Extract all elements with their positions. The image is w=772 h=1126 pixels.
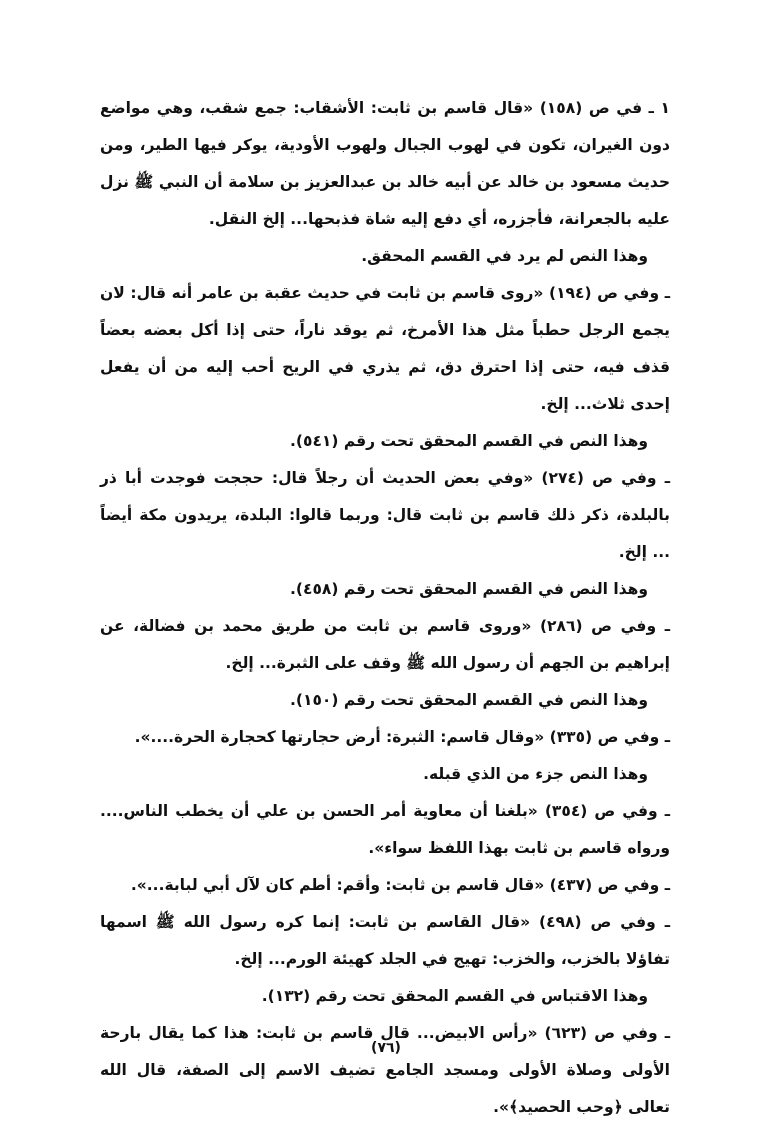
paragraph-8: وهذا النص في القسم المحقق تحت رقم (١٥٠). (290, 691, 648, 709)
paragraph-4: وهذا النص في القسم المحقق تحت رقم (٥٤١). (290, 432, 648, 450)
paragraph-3: ـ وفي ص (١٩٤) «روى قاسم بن ثابت في حديث عقبة بن عامر أنه قال: لان يجمع الرجل حطباً مثل هذا الأمرخ، ثم يوقد ناراً، حتى إذا أكل بعضه بعضاً قذف فيه، حتى إذا احترق دق، ثم يذري في الريح أحب إليه من أن يفعل إحدى ثلاث... إلخ. (100, 284, 670, 413)
paragraph-2: وهذا النص لم يرد في القسم المحقق. (361, 247, 648, 265)
paragraph-6: وهذا النص في القسم المحقق تحت رقم (٤٥٨). (290, 580, 648, 598)
paragraph-15: ـ وفي ص (٦٢٣) «رأس الابيض... قال قاسم بن ثابت: هذا كما يقال بارحة الأولى وصلاة الأولى ومسجد الجامع تضيف الاسم إلى الصفة، قال الله تعالى ﴿وحب الحصيد﴾». (100, 1024, 671, 1116)
paragraph-11: ـ وفي ص (٣٥٤) «بلغنا أن معاوية أمر الحسن بن علي أن يخطب الناس.... ورواه قاسم بن ثابت بهذا اللفظ سواء». (100, 802, 670, 857)
paragraph-7: ـ وفي ص (٢٨٦) «وروى قاسم بن ثابت من طريق محمد بن فضالة، عن إبراهيم بن الجهم أن رسول الله ﷺ وقف على الثبرة... إلخ. (100, 617, 670, 672)
page-body (100, 90, 670, 1126)
paragraph-9: ـ وفي ص (٣٣٥) «وقال قاسم: الثبرة: أرض حجارتها كحجارة الحرة....». (134, 728, 670, 746)
paragraph-13: ـ وفي ص (٤٩٨) «قال القاسم بن ثابت: إنما كره رسول الله ﷺ اسمها تفاؤلا بالخزب، والخزب: تهيج في الجلد كهيئة الورم... إلخ. (100, 913, 670, 968)
paragraph-10: وهذا النص جزء من الذي قبله. (423, 765, 648, 783)
page-number: (٧٦) (371, 1040, 401, 1056)
paragraph-5: ـ وفي ص (٢٧٤) «وفي بعض الحديث أن رجلاً قال: حججت فوجدت أبا ذر بالبلدة، ذكر ذلك قاسم بن ثابت قال: وربما قالوا: البلدة، يريدون مكة أيضاً ... إلخ. (100, 469, 670, 561)
paragraph-12: ـ وفي ص (٤٣٧) «قال قاسم بن ثابت: وأقم: أطم كان لآل أبي لبابة...». (130, 876, 670, 894)
paragraph-14: وهذا الاقتباس في القسم المحقق تحت رقم (١٣٢). (261, 987, 648, 1005)
paragraph-1: ١ ـ في ص (١٥٨) «قال قاسم بن ثابت: الأشقاب: جمع شقب، وهي مواضع دون الغيران، تكون في لهوب الجبال ولهوب الأودية، يوكر فيها الطير، ومن حديث مسعود بن خالد عن أبيه خالد بن عبدالعزيز بن سلامة أن النبي ﷺ نزل عليه بالجعرانة، فأجزره، أي دفع إليه شاة فذبحها... إلخ النقل. (100, 99, 670, 228)
